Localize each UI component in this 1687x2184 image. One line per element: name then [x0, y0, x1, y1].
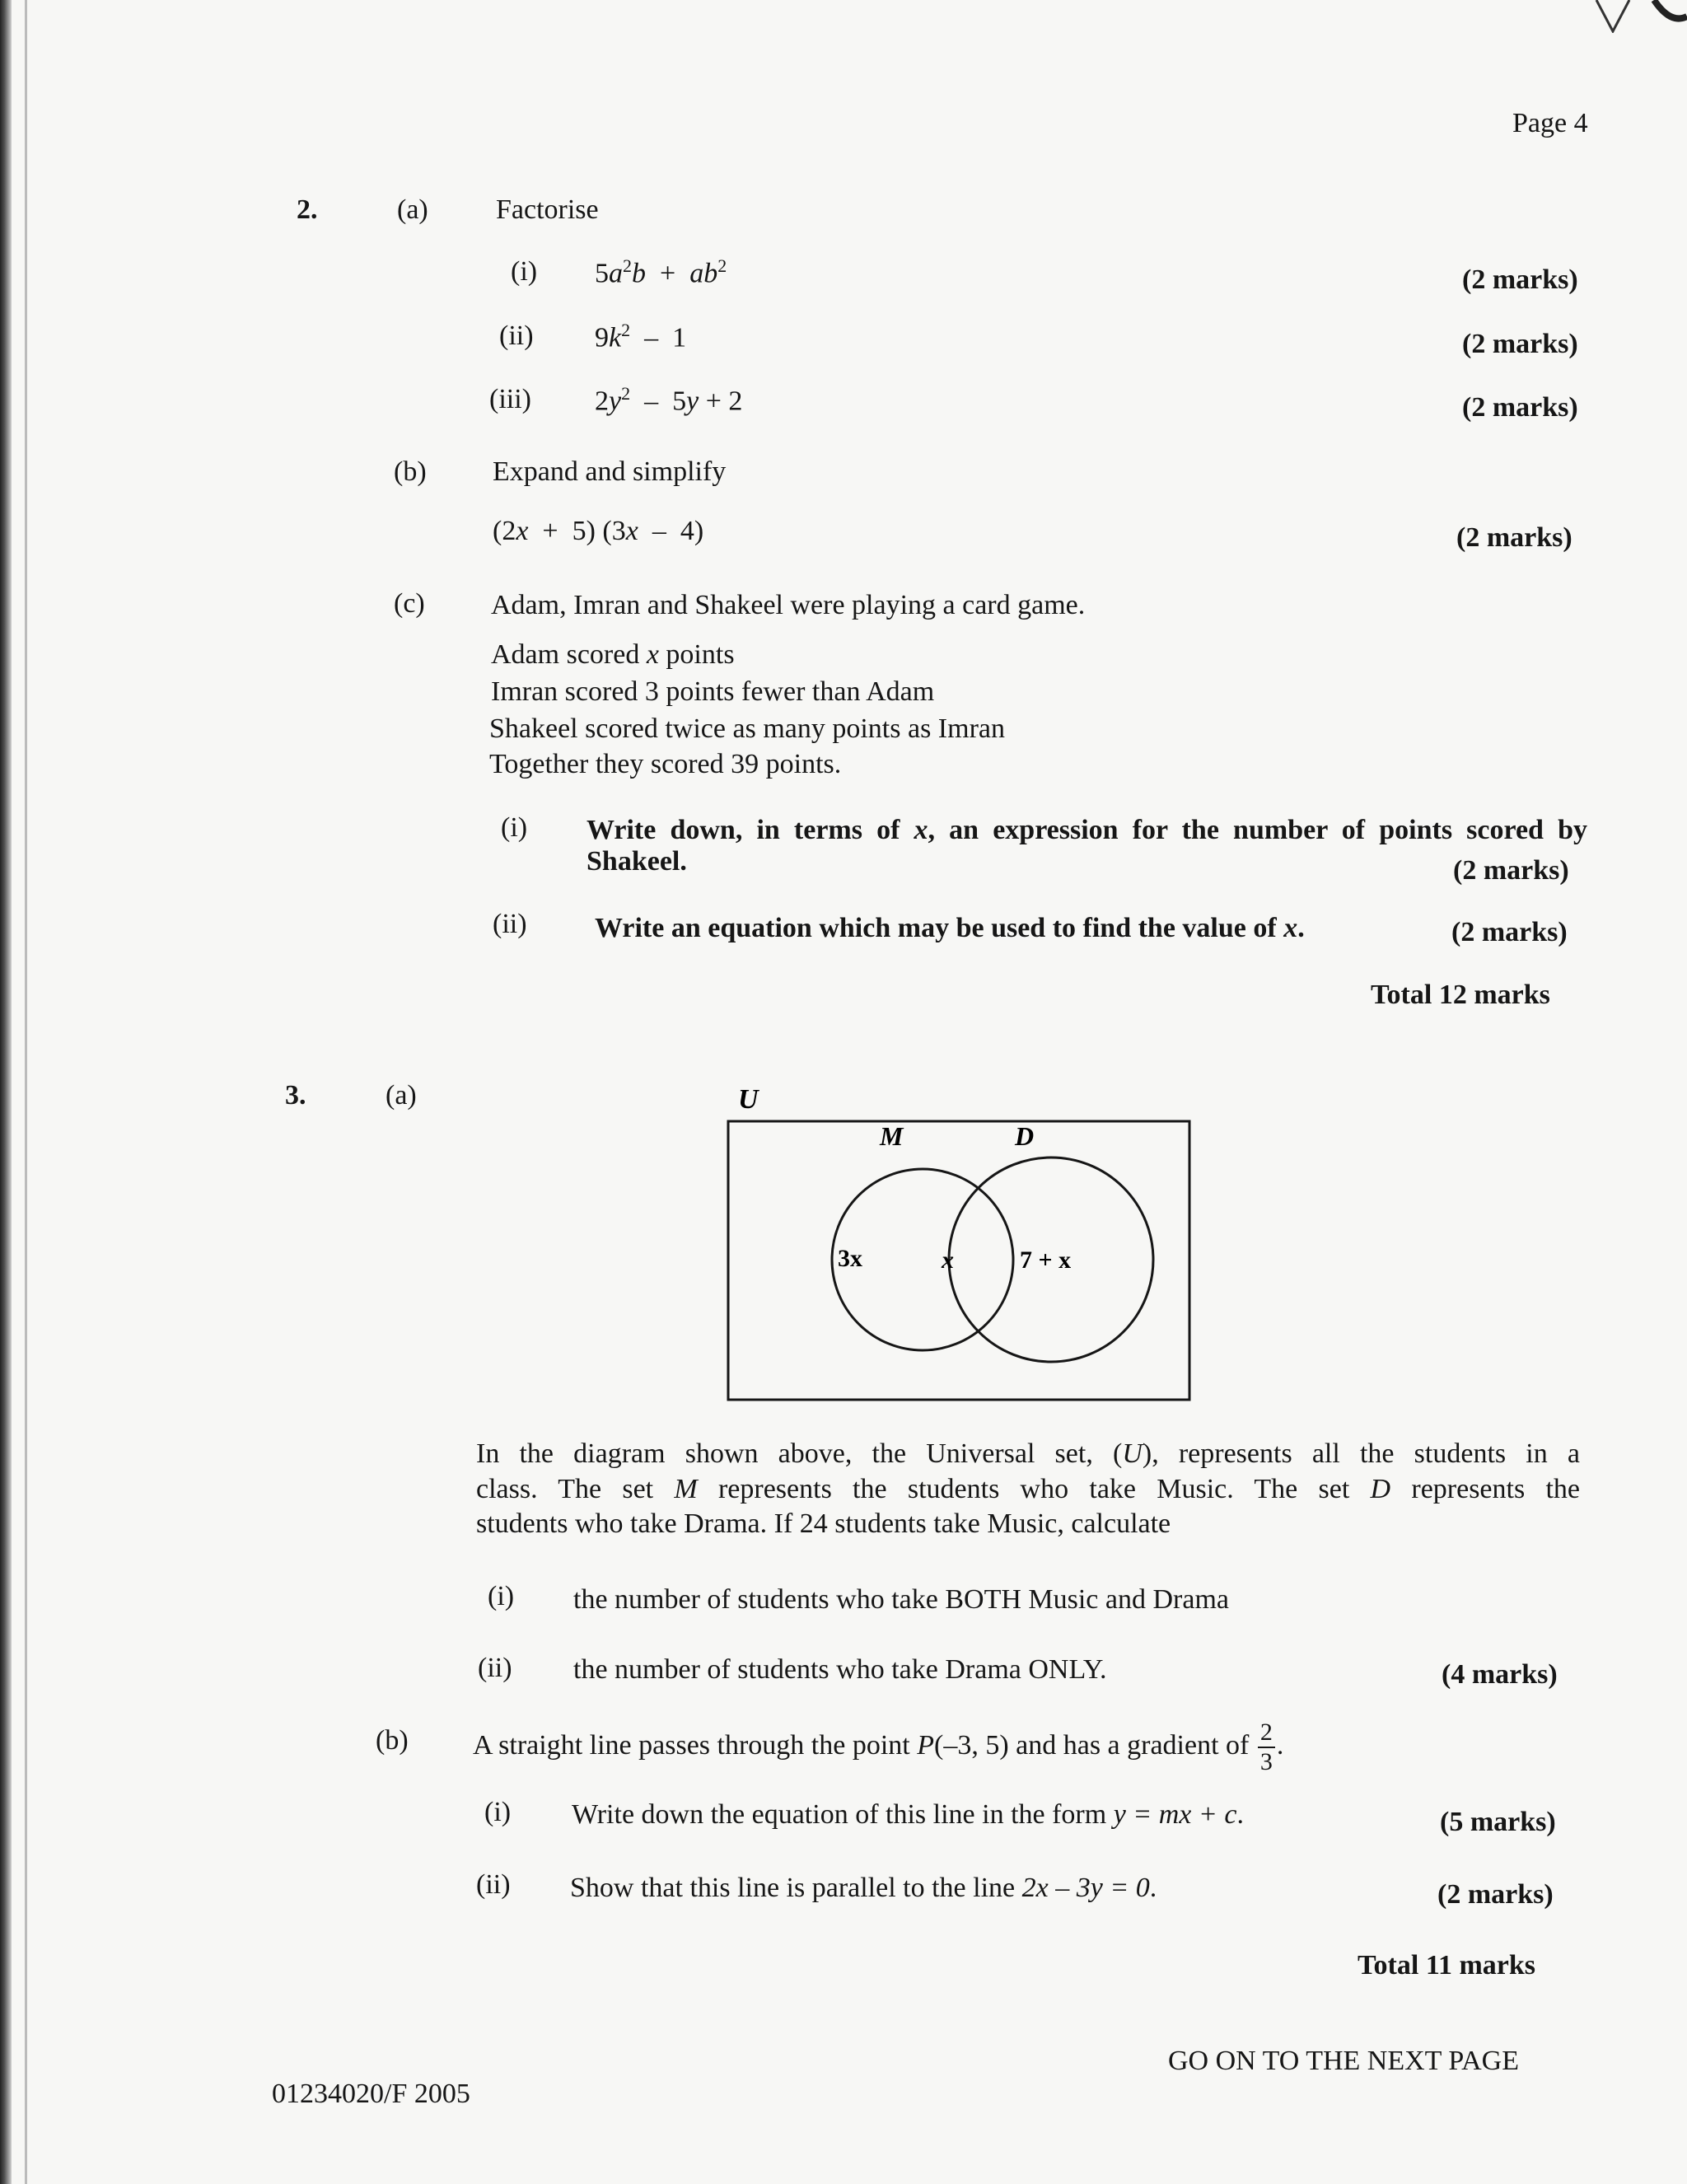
venn-diagram	[717, 1075, 1194, 1409]
q3b-i-marks: (5 marks)	[1440, 1807, 1556, 1837]
q3b-i-label: (i)	[484, 1797, 512, 1827]
q3a-i-text: the number of students who take BOTH Music and Drama	[573, 1584, 1229, 1615]
q2c-adam: Adam scored x points	[491, 639, 735, 670]
gradient-fraction: $\frac{2}{3}$	[1258, 1720, 1275, 1775]
scan-edge	[0, 0, 12, 2184]
q2c-i-label: (i)	[501, 812, 528, 843]
q3a-i-label: (i)	[488, 1581, 515, 1611]
q3b-ii-text: Show that this line is parallel to the line 2x – 3y = 0.	[570, 1873, 1157, 1903]
q3b-text: A straight line passes through the point P(–3, 5) and has a gradient of $\frac{2}{3}$ .	[473, 1719, 1284, 1775]
q2c-label: (c)	[394, 588, 425, 619]
footer-next-page: GO ON TO THE NEXT PAGE	[1168, 2046, 1519, 2076]
q2a-iii-label: (iii)	[489, 384, 531, 414]
set-d-label: D	[1015, 1121, 1035, 1151]
q2-total: Total 12 marks	[1371, 980, 1550, 1010]
region-m-only: 3x	[838, 1245, 862, 1272]
q2c-imran: Imran scored 3 points fewer than Adam	[491, 676, 935, 707]
q2a-i-marks: (2 marks)	[1462, 264, 1578, 295]
q2c-i-marks: (2 marks)	[1453, 855, 1569, 886]
q2a-ii-label: (ii)	[499, 320, 534, 351]
q3-number: 3.	[285, 1080, 306, 1111]
q3b-ii-label: (ii)	[476, 1869, 511, 1900]
q3-total: Total 11 marks	[1358, 1950, 1536, 1981]
q3b-label: (b)	[376, 1725, 409, 1756]
scan-smudge	[1588, 0, 1687, 33]
q2a-i-label: (i)	[511, 256, 538, 287]
q2c-ii-text: Write an equation which may be used to find the value of x.	[595, 913, 1305, 943]
q2a-iii-expression: $2y^2 - 5y + 2$	[595, 383, 743, 417]
q3b-i-text: Write down the equation of this line in the form y = mx + c.	[572, 1799, 1244, 1830]
q2b-expression: (2x + 5) (3x – 4)	[493, 516, 704, 546]
q3a-label: (a)	[386, 1080, 417, 1111]
q3b-ii-marks: (2 marks)	[1437, 1879, 1554, 1910]
q2b-instruction: Expand and simplify	[493, 456, 727, 487]
q2a-ii-expression: $9k^2 - 1$	[595, 320, 687, 353]
region-both: x	[942, 1246, 954, 1274]
set-m-label: M	[880, 1121, 904, 1151]
universal-label: U	[738, 1084, 759, 1115]
q2a-ii-marks: (2 marks)	[1462, 329, 1578, 359]
q3a-ii-text: the number of students who take Drama ONLY.	[573, 1654, 1107, 1685]
footer-paper-code: 01234020/F 2005	[272, 2079, 470, 2109]
q2a-i-expression: $5a^2b + ab^2$	[595, 255, 727, 289]
q2c-ii-marks: (2 marks)	[1451, 917, 1568, 947]
q3a-ii-label: (ii)	[478, 1653, 512, 1683]
q2a-instruction: Factorise	[496, 194, 599, 225]
q2c-intro: Adam, Imran and Shakeel were playing a card game.	[491, 590, 1086, 620]
q3a-marks: (4 marks)	[1442, 1659, 1558, 1690]
q2c-i-text: Write down, in terms of x, an expression for the number of points scored by	[586, 815, 1587, 845]
q2-number: 2.	[297, 194, 318, 225]
universal-set-box	[728, 1121, 1189, 1400]
page-label: Page 4	[1512, 108, 1588, 138]
region-d-only: 7 + x	[1020, 1246, 1072, 1274]
q2c-ii-label: (ii)	[493, 909, 527, 939]
q2a-label: (a)	[397, 194, 428, 225]
q2c-shakeel: Shakeel scored twice as many points as Imran	[489, 713, 1005, 744]
q3a-paragraph-line2: class. The set M represents the students who take Music. The set D represents the	[476, 1474, 1580, 1504]
q2c-total-points: Together they scored 39 points.	[489, 749, 842, 779]
q2c-i-text-line2: Shakeel.	[586, 846, 687, 877]
q3a-paragraph-line1: In the diagram shown above, the Universal set, (U), represents all the students in a	[476, 1438, 1580, 1469]
scan-line	[25, 0, 27, 2184]
q2b-marks: (2 marks)	[1456, 522, 1573, 553]
q2b-label: (b)	[394, 456, 427, 487]
q2a-iii-marks: (2 marks)	[1462, 392, 1578, 423]
q3a-paragraph-line3: students who take Drama. If 24 students take Music, calculate	[476, 1508, 1171, 1539]
